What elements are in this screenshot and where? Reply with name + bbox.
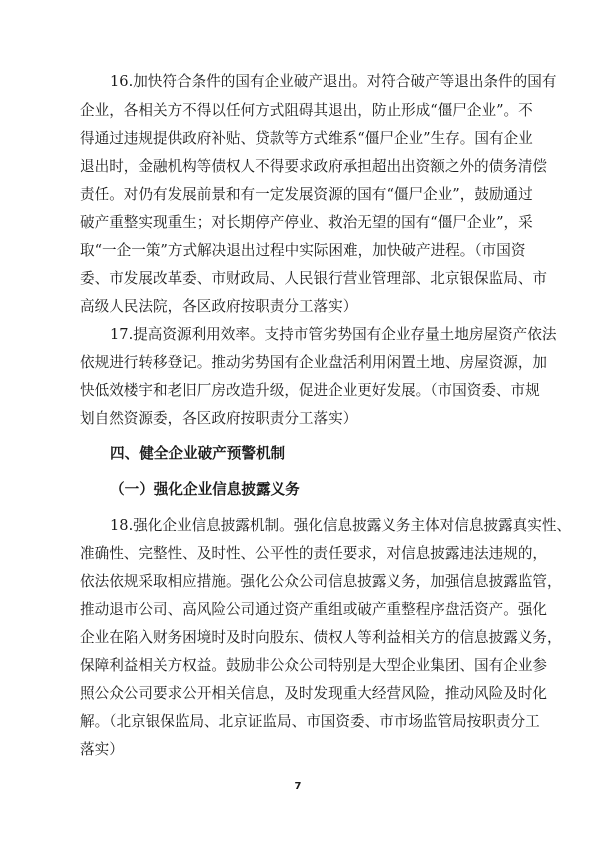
p16-line-5: 责任。对仍有发展前景和有一定发展资源的国有“僵尸企业”，鼓励通过 <box>80 186 533 203</box>
p16-line-4: 退出时，金融机构等债权人不得要求政府承担超出出资额之外的债务清偿 <box>80 158 548 175</box>
p18-line-7: 照公众公司要求公开相关信息，及时发现重大经营风险，推动风险及时化 <box>80 685 548 702</box>
p18-line-9: 落实） <box>80 741 124 758</box>
p16-line-8: 委、市发展改革委、市财政局、人民银行营业管理部、北京银保监局、市 <box>80 270 548 287</box>
page-number: 7 <box>294 781 302 792</box>
section-heading: 四、健全企业破产预警机制 <box>110 445 286 462</box>
p17-line-2: 依规进行转移登记。推动劣势国有企业盘活利用闲置土地、房屋资源，加 <box>80 354 548 371</box>
p18-line-4: 推动退市公司、高风险公司通过资产重组或破产重整程序盘活资产。强化 <box>80 601 548 618</box>
p16-line-1: 16.加快符合条件的国有企业破产退出。对符合破产等退出条件的国有 <box>110 73 557 90</box>
p16-line-9: 高级人民法院，各区政府按职责分工落实） <box>80 298 358 315</box>
p17-line-1: 17.提高资源利用效率。支持市管劣势国有企业存量土地房屋资产依法 <box>110 326 557 343</box>
p18-line-6: 保障利益相关方权益。鼓励非公众公司特别是大型企业集团、国有企业参 <box>80 657 548 674</box>
p18-line-8: 解。（北京银保监局、北京证监局、市国资委、市市场监管局按职责分工 <box>80 713 540 730</box>
p18-line-1: 18.强化企业信息披露机制。强化信息披露义务主体对信息披露真实性、 <box>110 517 572 534</box>
p16-line-7: 取“一企一策”方式解决退出过程中实际困难，加快破产进程。（市国资 <box>80 242 526 259</box>
p16-line-2: 企业，各相关方不得以任何方式阻碍其退出，防止形成“僵尸企业”。不 <box>80 102 533 119</box>
p18-line-2: 准确性、完整性、及时性、公平性的责任要求，对信息披露违法违规的， <box>80 545 548 562</box>
p16-line-6: 破产重整实现重生；对长期停产停业、救治无望的国有“僵尸企业”，采 <box>80 214 533 231</box>
p18-line-3: 依法依规采取相应措施。强化公众公司信息披露义务，加强信息披露监管， <box>80 573 562 590</box>
p16-line-3: 得通过违规提供政府补贴、贷款等方式维系“僵尸企业”生存。国有企业 <box>80 130 533 147</box>
sub-heading: （一）强化企业信息披露义务 <box>110 481 300 498</box>
p18-line-5: 企业在陷入财务困境时及时向股东、债权人等利益相关方的信息披露义务， <box>80 629 562 646</box>
p17-line-3: 快低效楼宇和老旧厂房改造升级，促进企业更好发展。（市国资委、市规 <box>80 382 540 399</box>
p17-line-4: 划自然资源委，各区政府按职责分工落实） <box>80 410 358 427</box>
